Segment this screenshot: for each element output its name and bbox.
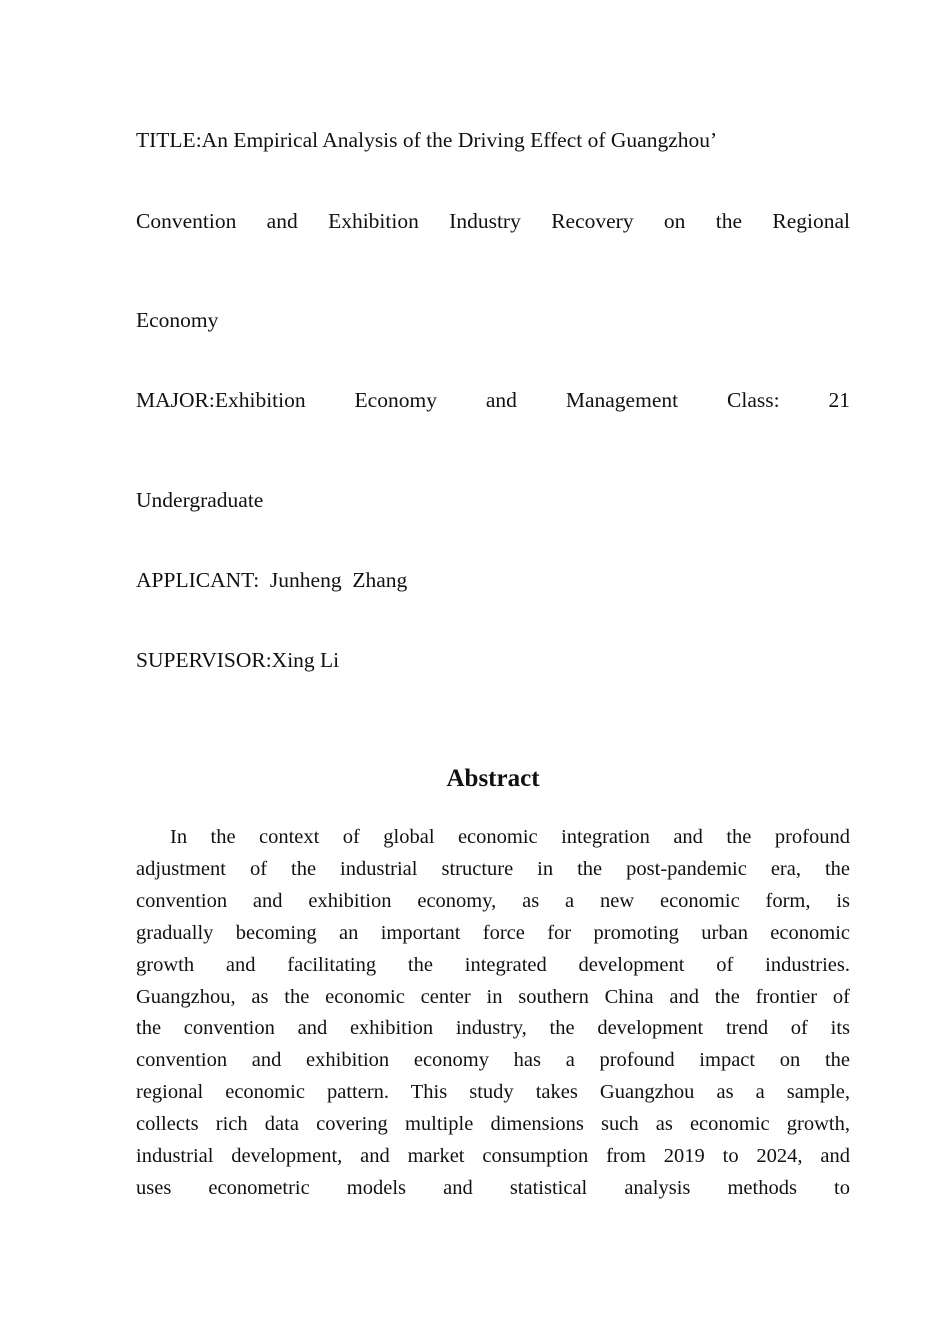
abstract-line: convention and exhibition economy, as a new economic form, is	[136, 889, 850, 912]
abstract-line: the convention and exhibition industry, the development trend of its	[136, 1017, 850, 1040]
abstract-line: In the context of global economic integration and the profound	[170, 826, 850, 848]
abstract-line: collects rich data covering multiple dimensions such as economic growth,	[136, 1113, 850, 1136]
applicant: APPLICANT: Junheng Zhang	[136, 568, 408, 592]
abstract-line: growth and facilitating the integrated development of industries.	[136, 953, 850, 976]
abstract-line: gradually becoming an important force for promoting urban economic	[136, 921, 850, 944]
abstract-line: industrial development, and market consumption from 2019 to 2024, and	[136, 1145, 850, 1167]
abstract-line: convention and exhibition economy has a profound impact on the	[136, 1049, 850, 1072]
title-line-2: Convention and Exhibition Industry Recovery on the Regional	[136, 209, 850, 233]
major-line-2: Undergraduate	[136, 488, 264, 512]
abstract-line: regional economic pattern. This study takes Guangzhou as a sample,	[136, 1081, 850, 1104]
abstract-heading: Abstract	[446, 765, 540, 792]
title-line-1: TITLE:An Empirical Analysis of the Driving Effect of Guangzhou’	[136, 128, 718, 152]
abstract-line: Guangzhou, as the economic center in southern China and the frontier of	[136, 985, 850, 1008]
abstract-line: uses econometric models and statistical analysis methods to	[136, 1176, 850, 1199]
abstract-line: adjustment of the industrial structure in the post-pandemic era, the	[136, 857, 850, 880]
major-line-1: MAJOR:Exhibition Economy and Management Class: 21	[136, 388, 850, 412]
title-line-3: Economy	[136, 308, 219, 332]
supervisor: SUPERVISOR:Xing Li	[136, 648, 340, 672]
